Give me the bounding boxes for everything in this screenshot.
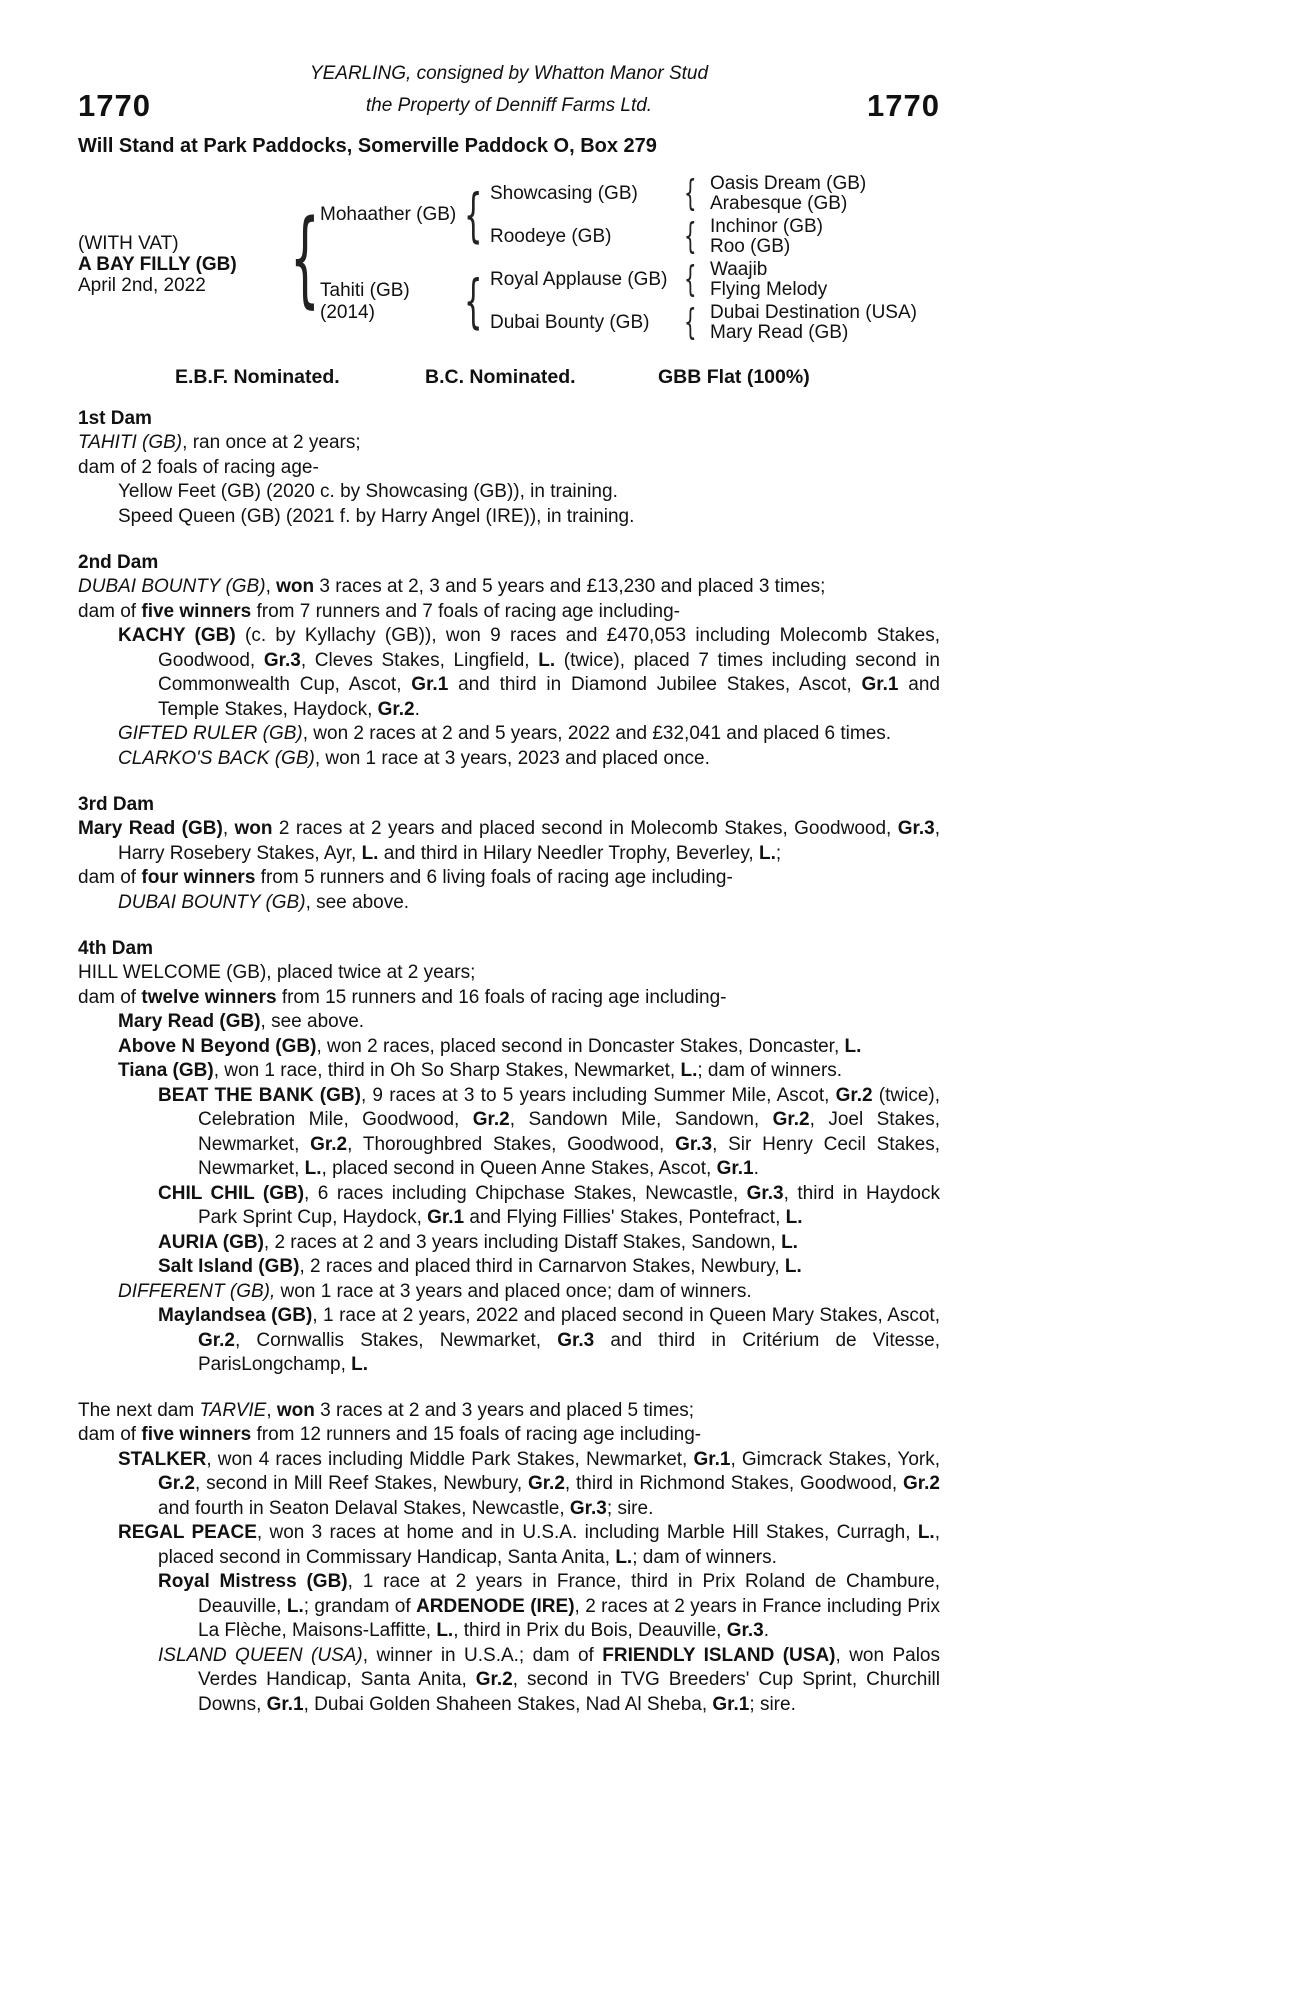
text-segment: , ran once at 2 years; <box>182 432 361 453</box>
text-segment: , 2 races and placed third in Carnarvon Stakes, Newbury, <box>299 1256 785 1277</box>
text-segment: and third in Hilary Needler Trophy, Beverley, <box>378 842 759 864</box>
dam-section <box>78 406 940 529</box>
text-segment: five winners <box>141 1424 252 1445</box>
text-segment: Gr.2 <box>310 1133 348 1155</box>
pedigree-paragraph <box>78 575 940 600</box>
text-segment: , placed second in Commissary Handicap, Santa Anita, <box>158 1522 940 1568</box>
pedigree-paragraph <box>78 1304 940 1378</box>
text-segment: L. <box>844 1035 862 1057</box>
text-segment: , won 1 race, third in Oh So Sharp Stakes, Newmarket, <box>213 1060 681 1081</box>
text-segment: CHIL CHIL (GB) <box>158 1182 305 1204</box>
text-segment: , Gimcrack Stakes, York, <box>730 1448 940 1470</box>
gen3-name-1-bottom: Roo (GB) <box>710 236 791 257</box>
text-segment: L. <box>351 1354 369 1375</box>
text-segment: , won 2 races, placed second in Doncaster Stakes, Doncaster, <box>316 1035 845 1057</box>
text-segment: . <box>414 698 420 720</box>
text-segment: DUBAI BOUNTY (GB) <box>78 576 266 597</box>
text-segment: dam of <box>78 867 142 888</box>
pedigree-table <box>78 174 940 356</box>
text-segment: ; sire. <box>749 1693 796 1715</box>
text-segment: , Harry Rosebery Stakes, Ayr, <box>118 818 941 864</box>
text-segment: Gr.1 <box>861 674 899 695</box>
text-segment: four winners <box>141 867 256 888</box>
text-segment: , Thoroughbred Stakes, Goodwood, <box>347 1133 676 1155</box>
text-segment: , won 4 races including Middle Park Stakes, Newmarket, <box>206 1448 694 1470</box>
text-segment: , third in Prix du Bois, Deauville, <box>453 1620 727 1641</box>
text-segment: Gr.2 <box>472 1109 510 1130</box>
text-segment: Royal Mistress (GB) <box>158 1571 348 1592</box>
text-segment: . <box>753 1158 759 1179</box>
text-segment: HILL WELCOME (GB), placed twice at 2 years; <box>78 962 476 983</box>
pedigree-paragraph <box>78 600 940 625</box>
dam-section <box>78 1399 940 1718</box>
text-segment: BEAT THE BANK (GB) <box>158 1084 361 1106</box>
pedigree-paragraph <box>78 1231 940 1256</box>
text-segment: Gr.3 <box>263 649 301 671</box>
text-segment: ; grandam of <box>303 1595 417 1617</box>
text-segment: 3 races at 2 and 3 years and placed 5 times; <box>314 1399 695 1421</box>
text-segment: from 12 runners and 15 foals of racing age including- <box>251 1424 702 1445</box>
text-segment: , Dubai Golden Shaheen Stakes, Nad Al Sheba, <box>303 1693 713 1715</box>
text-segment: from 5 runners and 6 living foals of racing age including- <box>255 867 733 888</box>
text-segment: from 15 runners and 16 foals of racing age including- <box>276 986 727 1008</box>
text-segment: L. <box>436 1620 454 1641</box>
text-segment: , Joel Stakes, Newmarket, <box>198 1109 940 1155</box>
text-segment: , <box>266 1399 277 1421</box>
pedigree-paragraph <box>78 891 940 916</box>
text-segment: L. <box>361 842 379 864</box>
text-segment: from 7 runners and 7 foals of racing age including- <box>251 600 681 622</box>
gen3-brace-1-icon: { <box>684 216 697 257</box>
text-segment: , third in Haydock Park Sprint Cup, Haydock, <box>198 1182 940 1228</box>
text-segment: L. <box>304 1158 322 1179</box>
text-segment: Tiana (GB) <box>118 1060 214 1081</box>
gen2-brace-sire-icon: { <box>464 181 483 249</box>
text-segment: , <box>265 576 277 597</box>
pedigree-paragraph <box>78 1570 940 1644</box>
section-heading: 1st Dam <box>78 408 152 429</box>
gen2-name-3: Dubai Bounty (GB) <box>490 312 650 333</box>
text-segment: L. <box>785 1207 803 1228</box>
gen3-name-2-top: Waajib <box>710 259 768 280</box>
pedigree-paragraph <box>78 456 940 481</box>
text-segment: , third in Richmond Stakes, Goodwood, <box>564 1473 903 1494</box>
gen3-brace-0-icon: { <box>684 173 697 214</box>
gen3-name-1-top: Inchinor (GB) <box>710 216 823 237</box>
text-segment: KACHY (GB) <box>118 625 236 646</box>
text-segment: L. <box>917 1522 935 1543</box>
foaling-date: April 2nd, 2022 <box>78 275 206 296</box>
text-segment: Gr.3 <box>569 1497 607 1519</box>
text-segment: , 6 races including Chipchase Stakes, Newcastle, <box>304 1182 747 1204</box>
text-segment: Gr.1 <box>693 1448 731 1470</box>
property-line: the Property of Denniff Farms Ltd. <box>365 95 653 116</box>
text-segment: Gr.2 <box>772 1109 810 1130</box>
text-segment: Gr.1 <box>716 1158 754 1179</box>
text-segment: L. <box>538 649 556 671</box>
text-segment: ISLAND QUEEN (USA) <box>158 1644 363 1666</box>
pedigree-paragraph <box>78 1521 940 1570</box>
text-segment: , winner in U.S.A.; dam of <box>362 1644 603 1666</box>
bc-nominated-label: B.C. Nominated. <box>425 366 576 388</box>
text-segment: won 1 race at 3 years and placed once; dam of winners. <box>275 1280 752 1302</box>
text-segment: Gr.2 <box>903 1473 940 1494</box>
dam-section <box>78 792 940 915</box>
pedigree-paragraph <box>78 1182 940 1231</box>
text-segment: Gr.3 <box>675 1133 713 1155</box>
pedigree-paragraph <box>78 1084 940 1182</box>
text-segment: Gr.3 <box>726 1620 764 1641</box>
with-vat-label: (WITH VAT) <box>78 233 179 254</box>
text-segment: , won 2 races at 2 and 5 years, 2022 and £32,041 and placed 6 times. <box>302 723 892 744</box>
text-segment: CLARKO'S BACK (GB) <box>118 747 315 769</box>
text-segment: , 2 races at 2 and 3 years including Distaff Stakes, Sandown, <box>263 1231 782 1253</box>
text-segment: L. <box>680 1060 698 1081</box>
dam-section <box>78 550 940 771</box>
text-segment: , Sandown Mile, Sandown, <box>509 1109 773 1130</box>
text-segment: dam of <box>78 986 142 1008</box>
gen2-name-0: Showcasing (GB) <box>490 183 638 204</box>
text-segment: , Sir Henry Cecil Stakes, Newmarket, <box>198 1133 940 1179</box>
dam-year: (2014) <box>320 302 375 323</box>
pedigree-paragraph <box>78 817 940 866</box>
text-segment: Salt Island (GB) <box>158 1256 300 1277</box>
text-segment: ARDENODE (IRE) <box>416 1595 575 1617</box>
text-segment: , won 1 race at 3 years, 2023 and placed once. <box>314 747 710 769</box>
text-segment: L. <box>615 1546 633 1568</box>
text-segment: ; dam of winners. <box>697 1060 843 1081</box>
pedigree-paragraph <box>78 480 940 505</box>
consignor-line: YEARLING, consigned by Whatton Manor Stud <box>309 63 709 84</box>
gbb-flat-label: GBB Flat (100%) <box>658 366 810 388</box>
text-segment: dam of 2 foals of racing age- <box>78 456 319 478</box>
text-segment: dam of <box>78 1424 142 1445</box>
pedigree-paragraph <box>78 747 940 772</box>
pedigree-paragraph <box>78 1059 940 1084</box>
pedigree-paragraph <box>78 624 940 722</box>
text-segment: DIFFERENT (GB), <box>118 1280 276 1302</box>
text-segment: Mary Read (GB) <box>78 818 223 839</box>
pedigree-paragraph <box>78 505 940 530</box>
text-segment: Mary Read (GB) <box>118 1011 261 1032</box>
text-segment: TARVIE <box>199 1399 267 1421</box>
text-segment: L. <box>784 1256 802 1277</box>
gen3-name-3-top: Dubai Destination (USA) <box>710 302 917 323</box>
text-segment: , 2 races at 2 years in France including Prix La Flèche, Maisons-Laffitte, <box>198 1595 940 1641</box>
text-segment: , <box>222 818 235 839</box>
text-segment: ; sire. <box>606 1497 654 1519</box>
pedigree-paragraph <box>78 986 940 1011</box>
pedigree-paragraph <box>78 1035 940 1060</box>
gen2-name-1: Roodeye (GB) <box>490 226 612 247</box>
nominations-row <box>78 366 940 392</box>
text-segment: REGAL PEACE <box>118 1522 257 1543</box>
text-segment: won <box>234 818 273 839</box>
text-segment: FRIENDLY ISLAND (USA) <box>602 1644 836 1666</box>
text-segment: , second in TVG Breeders' Cup Sprint, Churchill Downs, <box>198 1669 941 1715</box>
text-segment: Gr.3 <box>557 1329 595 1351</box>
section-heading: 2nd Dam <box>78 552 159 573</box>
text-segment: and third in Diamond Jubilee Stakes, Ascot, <box>448 674 862 695</box>
text-segment: Gr.2 <box>377 698 415 720</box>
text-segment: L. <box>781 1231 798 1253</box>
text-segment: Speed Queen (GB) (2021 f. by Harry Angel (IRE)), in training. <box>118 505 635 527</box>
pedigree-paragraph <box>78 722 940 747</box>
gen3-name-0-bottom: Arabesque (GB) <box>710 193 848 214</box>
text-segment: and Flying Fillies' Stakes, Pontefract, <box>464 1207 786 1228</box>
text-segment: , Cleves Stakes, Lingfield, <box>300 649 539 671</box>
text-segment: twelve winners <box>141 986 277 1008</box>
pedigree-paragraph <box>78 1010 940 1035</box>
pedigree-paragraph <box>78 1644 940 1718</box>
text-segment: , won 3 races at home and in U.S.A. including Marble Hill Stakes, Curragh, <box>256 1522 918 1543</box>
text-segment: Gr.2 <box>835 1084 873 1106</box>
gen3-brace-2-icon: { <box>684 259 697 300</box>
page-content <box>78 62 940 1717</box>
text-segment: , placed second in Queen Anne Stakes, Ascot, <box>321 1158 717 1179</box>
text-segment: Above N Beyond (GB) <box>118 1035 317 1057</box>
gen3-name-2-bottom: Flying Melody <box>710 279 828 300</box>
text-segment: Gr.3 <box>897 818 935 839</box>
text-segment: DUBAI BOUNTY (GB) <box>118 891 306 913</box>
text-segment: Gr.1 <box>411 674 449 695</box>
ebf-nominated-label: E.B.F. Nominated. <box>175 366 340 388</box>
text-segment: (twice), Celebration Mile, Goodwood, <box>198 1084 940 1130</box>
gen1-brace-icon: { <box>290 197 320 319</box>
text-segment: STALKER <box>118 1448 207 1470</box>
pedigree-paragraph <box>78 1280 940 1305</box>
text-segment: , 1 race at 2 years, 2022 and placed second in Queen Mary Stakes, Ascot, <box>312 1305 940 1326</box>
text-segment: (c. by Kyllachy (GB)), won 9 races and £470,053 including Molecomb Stakes, Goodwood, <box>158 625 940 671</box>
horse-name: A BAY FILLY (GB) <box>78 254 237 275</box>
sire-name: Mohaather (GB) <box>320 204 457 225</box>
stand-location-line: Will Stand at Park Paddocks, Somerville Paddock O, Box 279 <box>78 135 657 157</box>
dam-name: Tahiti (GB) <box>320 280 410 301</box>
lot-number-left: 1770 <box>78 88 151 123</box>
pedigree-paragraph <box>78 866 940 891</box>
text-segment: , see above. <box>305 891 410 913</box>
text-segment: and Temple Stakes, Haydock, <box>158 674 941 720</box>
text-segment: . <box>763 1620 769 1641</box>
gen2-brace-dam-icon: { <box>464 267 483 335</box>
text-segment: Gr.3 <box>746 1182 784 1204</box>
text-segment: Gr.2 <box>198 1329 235 1351</box>
text-segment: Gr.2 <box>527 1473 565 1494</box>
text-segment: won <box>276 576 315 597</box>
text-segment: Yellow Feet (GB) (2020 c. by Showcasing (GB)), in training. <box>118 481 618 502</box>
text-segment: Maylandsea (GB) <box>158 1305 313 1326</box>
gen3-name-3-bottom: Mary Read (GB) <box>710 322 849 343</box>
text-segment: Gr.2 <box>158 1473 195 1494</box>
pedigree-text-sections <box>78 406 940 1717</box>
gen2-name-2: Royal Applause (GB) <box>490 269 668 290</box>
pedigree-paragraph <box>78 961 940 986</box>
text-segment: Gr.2 <box>475 1669 513 1690</box>
text-segment: 2 races at 2 years and placed second in Molecomb Stakes, Goodwood, <box>272 818 898 839</box>
lot-number-right: 1770 <box>867 88 940 123</box>
text-segment: five winners <box>141 600 252 622</box>
gen3-name-0-top: Oasis Dream (GB) <box>710 173 867 194</box>
text-segment: , 1 race at 2 years in France, third in Prix Roland de Chambure, Deauville, <box>198 1571 941 1617</box>
section-heading: 4th Dam <box>78 938 153 959</box>
text-segment: and third in Critérium de Vitesse, ParisLongchamp, <box>198 1329 941 1375</box>
text-segment: , Cornwallis Stakes, Newmarket, <box>234 1329 558 1351</box>
text-segment: AURIA (GB) <box>158 1231 264 1253</box>
pedigree-paragraph <box>78 1399 940 1424</box>
text-segment: , second in Mill Reef Stakes, Newbury, <box>194 1473 528 1494</box>
text-segment: L. <box>286 1595 304 1617</box>
text-segment: L. <box>759 842 776 864</box>
text-segment: TAHITI (GB) <box>78 432 183 453</box>
text-segment: The next dam <box>78 1399 200 1421</box>
text-segment: ; <box>775 842 782 864</box>
lot-row <box>78 88 940 130</box>
section-heading: 3rd Dam <box>78 794 155 815</box>
pedigree-paragraph <box>78 431 940 456</box>
text-segment: , 9 races at 3 to 5 years including Summer Mile, Ascot, <box>360 1084 836 1106</box>
text-segment: won <box>276 1399 315 1421</box>
pedigree-paragraph <box>78 1448 940 1522</box>
text-segment: GIFTED RULER (GB) <box>118 723 303 744</box>
text-segment: Gr.1 <box>427 1207 465 1228</box>
text-segment: , won Palos Verdes Handicap, Santa Anita, <box>198 1644 940 1690</box>
text-segment: 3 races at 2, 3 and 5 years and £13,230 and placed 3 times; <box>314 576 826 597</box>
dam-section <box>78 936 940 1378</box>
text-segment: (twice), placed 7 times including second in Commonwealth Cup, Ascot, <box>158 649 940 695</box>
text-segment: and fourth in Seaton Delaval Stakes, Newcastle, <box>158 1497 570 1519</box>
text-segment: ; dam of winners. <box>632 1546 777 1568</box>
text-segment: dam of <box>78 600 142 622</box>
text-segment: Gr.1 <box>266 1693 304 1715</box>
pedigree-paragraph <box>78 1423 940 1448</box>
gen3-brace-3-icon: { <box>684 302 697 343</box>
text-segment: , see above. <box>260 1011 365 1032</box>
text-segment: Gr.1 <box>712 1693 750 1715</box>
pedigree-paragraph <box>78 1255 940 1280</box>
